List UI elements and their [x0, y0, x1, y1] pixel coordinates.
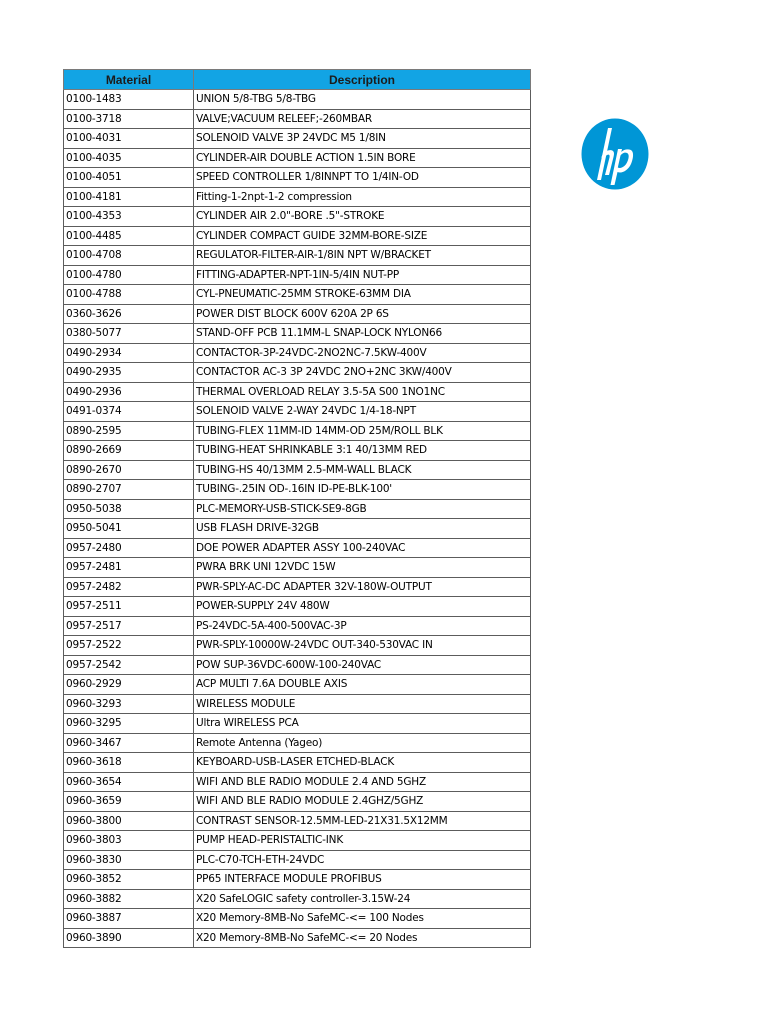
- description-cell: CYL-PNEUMATIC-25MM STROKE-63MM DIA: [194, 285, 531, 305]
- material-cell: 0960-2929: [64, 675, 194, 695]
- description-cell: CONTRAST SENSOR-12.5MM-LED-21X31.5X12MM: [194, 811, 531, 831]
- table-row: [64, 460, 531, 480]
- material-cell: 0100-4353: [64, 207, 194, 227]
- table-row: [64, 909, 531, 929]
- table-row: [64, 792, 531, 812]
- material-cell: 0960-3830: [64, 850, 194, 870]
- table-row: [64, 831, 531, 851]
- hp-logo-icon: [581, 118, 649, 190]
- table-row: [64, 382, 531, 402]
- table-row: [64, 129, 531, 149]
- material-cell: 0100-4031: [64, 129, 194, 149]
- description-cell: SOLENOID VALVE 3P 24VDC M5 1/8IN: [194, 129, 531, 149]
- material-cell: 0950-5041: [64, 519, 194, 539]
- header-row: [64, 70, 531, 90]
- table-row: [64, 207, 531, 227]
- table-row: [64, 753, 531, 773]
- description-cell: CYLINDER COMPACT GUIDE 32MM-BORE-SIZE: [194, 226, 531, 246]
- material-cell: 0890-2595: [64, 421, 194, 441]
- table-row: [64, 441, 531, 461]
- description-cell: POWER DIST BLOCK 600V 620A 2P 6S: [194, 304, 531, 324]
- description-cell: UNION 5/8-TBG 5/8-TBG: [194, 90, 531, 110]
- description-cell: VALVE;VACUUM RELEEF;-260MBAR: [194, 109, 531, 129]
- material-cell: 0100-4181: [64, 187, 194, 207]
- description-cell: Ultra WIRELESS PCA: [194, 714, 531, 734]
- parts-table: [63, 69, 531, 948]
- description-cell: X20 SafeLOGIC safety controller-3.15W-24: [194, 889, 531, 909]
- table-row: [64, 226, 531, 246]
- material-cell: 0100-4035: [64, 148, 194, 168]
- material-cell: 0957-2522: [64, 636, 194, 656]
- table-row: [64, 499, 531, 519]
- table-row: [64, 675, 531, 695]
- table-row: [64, 402, 531, 422]
- table-row: [64, 694, 531, 714]
- description-cell: WIFI AND BLE RADIO MODULE 2.4GHZ/5GHZ: [194, 792, 531, 812]
- table-row: [64, 733, 531, 753]
- description-cell: X20 Memory-8MB-No SafeMC-<= 20 Nodes: [194, 928, 531, 948]
- material-cell: 0490-2936: [64, 382, 194, 402]
- table-row: [64, 285, 531, 305]
- description-cell: TUBING-HEAT SHRINKABLE 3:1 40/13MM RED: [194, 441, 531, 461]
- material-cell: 0960-3295: [64, 714, 194, 734]
- description-cell: POW SUP-36VDC-600W-100-240VAC: [194, 655, 531, 675]
- description-cell: TUBING-HS 40/13MM 2.5-MM-WALL BLACK: [194, 460, 531, 480]
- material-column-header: Material: [64, 70, 194, 90]
- table-row: [64, 480, 531, 500]
- material-cell: 0960-3293: [64, 694, 194, 714]
- material-cell: 0960-3882: [64, 889, 194, 909]
- table-row: [64, 304, 531, 324]
- table-row: [64, 870, 531, 890]
- material-cell: 0890-2670: [64, 460, 194, 480]
- description-cell: PLC-MEMORY-USB-STICK-SE9-8GB: [194, 499, 531, 519]
- material-cell: 0100-4788: [64, 285, 194, 305]
- description-cell: Remote Antenna (Yageo): [194, 733, 531, 753]
- table-row: [64, 577, 531, 597]
- description-column-header: Description: [194, 70, 531, 90]
- description-cell: PWR-SPLY-AC-DC ADAPTER 32V-180W-OUTPUT: [194, 577, 531, 597]
- table-row: [64, 168, 531, 188]
- table-row: [64, 889, 531, 909]
- table-row: [64, 324, 531, 344]
- description-cell: SPEED CONTROLLER 1/8INNPT TO 1/4IN-OD: [194, 168, 531, 188]
- table-row: [64, 772, 531, 792]
- description-cell: PS-24VDC-5A-400-500VAC-3P: [194, 616, 531, 636]
- material-cell: 0957-2482: [64, 577, 194, 597]
- material-cell: 0960-3890: [64, 928, 194, 948]
- table-row: [64, 636, 531, 656]
- table-row: [64, 109, 531, 129]
- material-cell: 0491-0374: [64, 402, 194, 422]
- material-cell: 0957-2511: [64, 597, 194, 617]
- material-cell: 0957-2542: [64, 655, 194, 675]
- description-cell: TUBING-.25IN OD-.16IN ID-PE-BLK-100': [194, 480, 531, 500]
- table-row: [64, 655, 531, 675]
- description-cell: PWR-SPLY-10000W-24VDC OUT-340-530VAC IN: [194, 636, 531, 656]
- table-row: [64, 597, 531, 617]
- table-row: [64, 928, 531, 948]
- table-row: [64, 343, 531, 363]
- description-cell: POWER-SUPPLY 24V 480W: [194, 597, 531, 617]
- description-cell: X20 Memory-8MB-No SafeMC-<= 100 Nodes: [194, 909, 531, 929]
- description-cell: WIRELESS MODULE: [194, 694, 531, 714]
- description-cell: SOLENOID VALVE 2-WAY 24VDC 1/4-18-NPT: [194, 402, 531, 422]
- material-cell: 0890-2707: [64, 480, 194, 500]
- material-cell: 0100-4708: [64, 246, 194, 266]
- description-cell: KEYBOARD-USB-LASER ETCHED-BLACK: [194, 753, 531, 773]
- description-cell: REGULATOR-FILTER-AIR-1/8IN NPT W/BRACKET: [194, 246, 531, 266]
- table-row: [64, 148, 531, 168]
- material-cell: 0960-3467: [64, 733, 194, 753]
- description-cell: TUBING-FLEX 11MM-ID 14MM-OD 25M/ROLL BLK: [194, 421, 531, 441]
- table-row: [64, 714, 531, 734]
- description-cell: CYLINDER-AIR DOUBLE ACTION 1.5IN BORE: [194, 148, 531, 168]
- table-row: [64, 265, 531, 285]
- description-cell: Fitting-1-2npt-1-2 compression: [194, 187, 531, 207]
- material-cell: 0960-3654: [64, 772, 194, 792]
- description-cell: CONTACTOR AC-3 3P 24VDC 2NO+2NC 3KW/400V: [194, 363, 531, 383]
- table-row: [64, 246, 531, 266]
- description-cell: PLC-C70-TCH-ETH-24VDC: [194, 850, 531, 870]
- material-cell: 0957-2480: [64, 538, 194, 558]
- table-row: [64, 519, 531, 539]
- parts-table-body: [64, 90, 531, 948]
- material-cell: 0960-3803: [64, 831, 194, 851]
- material-cell: 0960-3887: [64, 909, 194, 929]
- material-cell: 0380-5077: [64, 324, 194, 344]
- description-cell: FITTING-ADAPTER-NPT-1IN-5/4IN NUT-PP: [194, 265, 531, 285]
- table-row: [64, 187, 531, 207]
- description-cell: WIFI AND BLE RADIO MODULE 2.4 AND 5GHZ: [194, 772, 531, 792]
- description-cell: THERMAL OVERLOAD RELAY 3.5-5A S00 1NO1NC: [194, 382, 531, 402]
- table-row: [64, 616, 531, 636]
- description-cell: ACP MULTI 7.6A DOUBLE AXIS: [194, 675, 531, 695]
- description-cell: CYLINDER AIR 2.0"-BORE .5"-STROKE: [194, 207, 531, 227]
- description-cell: DOE POWER ADAPTER ASSY 100-240VAC: [194, 538, 531, 558]
- table-row: [64, 421, 531, 441]
- description-cell: PWRA BRK UNI 12VDC 15W: [194, 558, 531, 578]
- material-cell: 0490-2935: [64, 363, 194, 383]
- material-cell: 0360-3626: [64, 304, 194, 324]
- material-cell: 0960-3800: [64, 811, 194, 831]
- material-cell: 0960-3618: [64, 753, 194, 773]
- table-row: [64, 558, 531, 578]
- material-cell: 0100-4051: [64, 168, 194, 188]
- material-cell: 0957-2517: [64, 616, 194, 636]
- description-cell: PUMP HEAD-PERISTALTIC-INK: [194, 831, 531, 851]
- material-cell: 0890-2669: [64, 441, 194, 461]
- table-row: [64, 538, 531, 558]
- table-row: [64, 363, 531, 383]
- material-cell: 0100-4780: [64, 265, 194, 285]
- material-cell: 0957-2481: [64, 558, 194, 578]
- description-cell: CONTACTOR-3P-24VDC-2NO2NC-7.5KW-400V: [194, 343, 531, 363]
- material-cell: 0960-3659: [64, 792, 194, 812]
- table-row: [64, 811, 531, 831]
- description-cell: PP65 INTERFACE MODULE PROFIBUS: [194, 870, 531, 890]
- material-cell: 0100-4485: [64, 226, 194, 246]
- table-row: [64, 90, 531, 110]
- description-cell: USB FLASH DRIVE-32GB: [194, 519, 531, 539]
- material-cell: 0100-3718: [64, 109, 194, 129]
- parts-sheet: [63, 69, 530, 948]
- material-cell: 0960-3852: [64, 870, 194, 890]
- description-cell: STAND-OFF PCB 11.1MM-L SNAP-LOCK NYLON66: [194, 324, 531, 344]
- table-row: [64, 850, 531, 870]
- material-cell: 0100-1483: [64, 90, 194, 110]
- material-cell: 0490-2934: [64, 343, 194, 363]
- material-cell: 0950-5038: [64, 499, 194, 519]
